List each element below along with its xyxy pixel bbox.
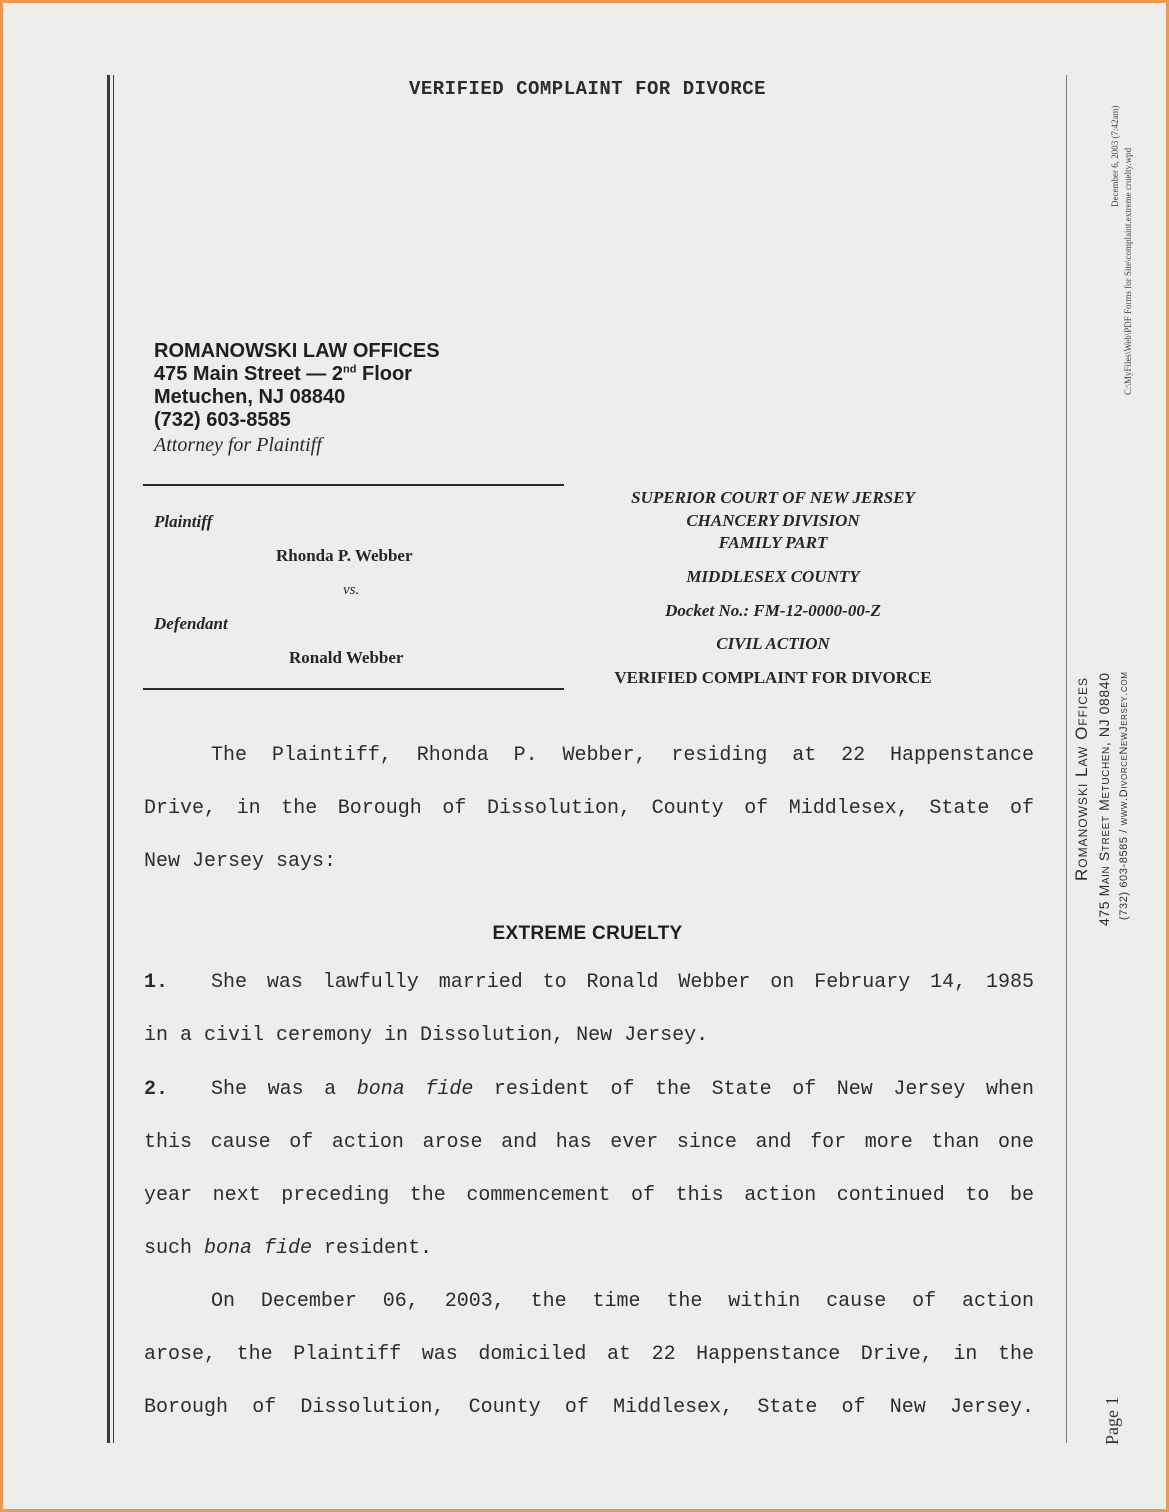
versus-label: vs.	[343, 582, 360, 598]
intro-line-3: New Jersey says:	[144, 850, 337, 873]
left-margin-double-rule	[107, 75, 110, 1443]
firm-phone: (732) 603-8585	[154, 409, 291, 431]
firm-street-text: 475 Main Street — 2	[154, 363, 343, 385]
para2-line-1-start: She was a	[211, 1078, 357, 1101]
caption-top-rule	[143, 484, 564, 486]
para2-bona-fide-2: bona fide	[204, 1237, 313, 1260]
plaintiff-name: Rhonda P. Webber	[276, 546, 413, 565]
intro-line-2: Drive, in the Borough of Dissolution, County of Middlesex, State of	[144, 797, 1034, 820]
court-county: MIDDLESEX COUNTY	[686, 567, 860, 586]
para1-line-1: She was lawfully married to Ronald Webber on February 14, 1985	[211, 971, 1034, 994]
para2-line-4-end: resident.	[312, 1237, 433, 1260]
para3-line-1: On December 06, 2003, the time the within cause of action	[211, 1290, 1034, 1313]
right-margin-rule	[1066, 75, 1067, 1443]
court-part: FAMILY PART	[718, 533, 828, 552]
attorney-role: Attorney for Plaintiff	[154, 434, 322, 456]
para2-line-1-end: resident of the State of New Jersey when	[473, 1078, 1034, 1101]
para2-line-2: this cause of action arose and has ever since and for more than one	[144, 1131, 1034, 1154]
side-firm-contact: (732) 603-8585 / www.DivorceNewJersey.com	[1118, 671, 1130, 920]
para3-line-3: Borough of Dissolution, County of Middlesex, State of New Jersey.	[144, 1396, 1034, 1419]
file-date-stamp: December 6, 2003 (7:42am)	[1110, 105, 1120, 207]
court-name: SUPERIOR COURT OF NEW JERSEY	[631, 488, 915, 507]
court-division: CHANCERY DIVISION	[686, 511, 860, 530]
para2-line-4-start: such	[144, 1237, 205, 1260]
document-title: VERIFIED COMPLAINT FOR DIVORCE	[408, 78, 767, 100]
firm-street-sup: nd	[342, 363, 357, 376]
left-margin-rule	[113, 75, 114, 1443]
section-heading: EXTREME CRUELTY	[492, 923, 683, 944]
defendant-label: Defendant	[154, 614, 228, 633]
docket-number: Docket No.: FM-12-0000-00-Z	[665, 601, 881, 620]
defendant-name: Ronald Webber	[289, 648, 404, 667]
para1-line-2: in a civil ceremony in Dissolution, New Jersey.	[144, 1024, 709, 1047]
side-firm-address: 475 Main Street Metuchen, NJ 08840	[1096, 672, 1112, 926]
paragraph-number-2: 2.	[144, 1078, 169, 1101]
page-number: Page 1	[1102, 1396, 1122, 1445]
complaint-title: VERIFIED COMPLAINT FOR DIVORCE	[614, 668, 932, 687]
civil-action-label: CIVIL ACTION	[716, 634, 830, 653]
para2-line-4	[144, 1237, 1034, 1260]
para2-bona-fide-1: bona fide	[356, 1078, 474, 1101]
firm-city: Metuchen, NJ 08840	[154, 386, 346, 408]
para2-line-1	[211, 1078, 1034, 1101]
firm-street-floor: Floor	[356, 363, 412, 385]
file-path-stamp: C:\MyFiles\Web\PDF Forms for Site\complaint.extreme cruelty.wpd	[1123, 147, 1133, 395]
paragraph-number-1: 1.	[144, 971, 169, 994]
caption-bottom-rule	[143, 688, 564, 690]
side-firm-name: Romanowski Law Offices	[1072, 677, 1091, 881]
plaintiff-label: Plaintiff	[154, 512, 213, 531]
firm-street	[154, 363, 412, 386]
firm-name: ROMANOWSKI LAW OFFICES	[154, 340, 440, 362]
para3-line-2: arose, the Plaintiff was domiciled at 22 Happenstance Drive, in the	[144, 1343, 1034, 1366]
intro-line-1: The Plaintiff, Rhonda P. Webber, residing at 22 Happenstance	[211, 744, 1034, 767]
para2-line-3: year next preceding the commencement of this action continued to be	[144, 1184, 1034, 1207]
